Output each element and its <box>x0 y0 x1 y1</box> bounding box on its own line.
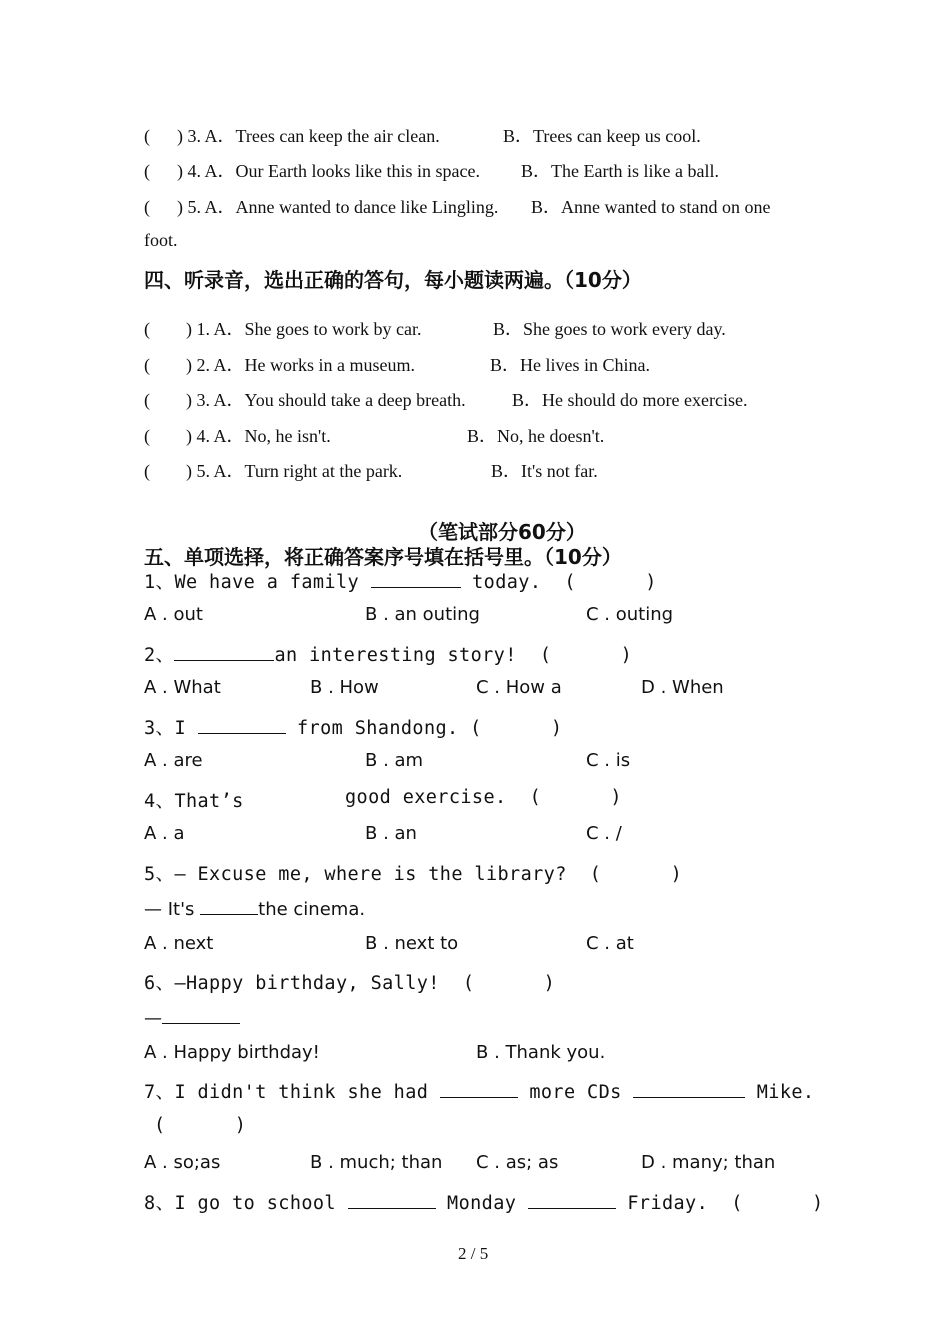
p4-item-3-a: ( ) 3. A．You should take a deep breath. <box>144 390 466 410</box>
q5-reply <box>144 897 365 920</box>
p4-item-5-a: ( ) 5. A．Turn right at the park. <box>144 461 403 481</box>
q2-stem-pre: 2、 <box>144 645 175 666</box>
q6-reply-dash: — <box>144 1008 162 1029</box>
q6-option-a: A . Happy birthday! <box>144 1042 320 1063</box>
part4-heading: 四、听录音，选出正确的答句，每小题读两遍。（10分） <box>144 268 642 292</box>
q5-answer-blank[interactable] <box>200 897 258 915</box>
q4-option-a: A . a <box>144 823 185 844</box>
q2-option-a: A . What <box>144 677 221 698</box>
q7-stem-post: Mike. <box>745 1082 815 1103</box>
p3-q5-cont: foot. <box>144 230 178 250</box>
p4-item-4-a: ( ) 4. A．No, he isn't. <box>144 426 331 446</box>
q7-option-a: A . so;as <box>144 1152 221 1173</box>
q1-option-c: C . outing <box>586 604 674 625</box>
q1-stem-post: today. ( ) <box>460 572 657 593</box>
q1-option-a: A . out <box>144 604 203 625</box>
q7-stem-mid: more CDs <box>517 1082 634 1103</box>
q8-stem-post: Friday. ( ) <box>615 1193 824 1214</box>
q7-option-c: C . as; as <box>476 1152 559 1173</box>
q5-option-a: A . next <box>144 933 214 954</box>
p4-item-1-a: ( ) 1. A．She goes to work by car. <box>144 319 422 339</box>
q7-stem <box>144 1078 814 1104</box>
q2-option-b: B . How <box>310 677 379 698</box>
q7-option-d: D . many; than <box>641 1152 776 1173</box>
q8-answer-blank-1[interactable] <box>348 1191 436 1209</box>
p4-item-3-b: B．He should do more exercise. <box>512 390 748 410</box>
q2-option-d: D . When <box>641 677 724 698</box>
p3-q4-b: B．The Earth is like a ball. <box>521 161 719 181</box>
q3-stem-post: from Shandong. ( ) <box>285 718 563 739</box>
q3-stem-pre: 3、I <box>144 718 198 739</box>
q2-stem <box>144 641 632 667</box>
q7-answer-blank-2[interactable] <box>633 1080 745 1098</box>
q6-stem: 6、—Happy birthday, Sally! ( ) <box>144 973 556 994</box>
q3-option-b: B . am <box>365 750 424 771</box>
p4-item-4-b: B．No, he doesn't. <box>467 426 605 446</box>
p3-q5-a: ( ) 5. A．Anne wanted to dance like Lingling. <box>144 197 499 217</box>
q1-option-b: B . an outing <box>365 604 480 625</box>
q4-option-b: B . an <box>365 823 417 844</box>
q8-stem-mid: Monday <box>435 1193 528 1214</box>
page-number: 2 / 5 <box>458 1244 489 1263</box>
q5-option-c: C . at <box>586 933 634 954</box>
q5-stem: 5、— Excuse me, where is the library? ( ) <box>144 864 683 885</box>
p4-item-1-b: B．She goes to work every day. <box>493 319 726 339</box>
q1-stem-pre: 1、We have a family <box>144 572 371 593</box>
written-section-title: （笔试部分60分） <box>418 520 586 544</box>
q7-paren: ( ) <box>154 1115 247 1136</box>
q4-stem-post: good exercise. ( ) <box>345 787 622 808</box>
q3-option-a: A . are <box>144 750 203 771</box>
q8-stem-pre: 8、I go to school <box>144 1193 348 1214</box>
q5-reply-post: the cinema. <box>258 899 366 920</box>
q7-answer-blank-1[interactable] <box>440 1080 518 1098</box>
q4-stem-pre: 4、That’s <box>144 791 244 812</box>
p3-q5-b: B．Anne wanted to stand on one <box>531 197 771 217</box>
q1-stem <box>144 568 657 594</box>
q2-option-c: C . How a <box>476 677 562 698</box>
q5-reply-pre: — It's <box>144 899 201 920</box>
p4-item-5-b: B．It's not far. <box>491 461 598 481</box>
q4-option-c: C . / <box>586 823 622 844</box>
q3-option-c: C . is <box>586 750 631 771</box>
p4-item-2-b: B．He lives in China. <box>490 355 650 375</box>
q2-stem-post: an interesting story! ( ) <box>274 645 633 666</box>
q7-option-b: B . much; than <box>310 1152 443 1173</box>
q6-option-b: B . Thank you. <box>476 1042 606 1063</box>
p4-item-2-a: ( ) 2. A．He works in a museum. <box>144 355 415 375</box>
q1-answer-blank[interactable] <box>371 570 461 588</box>
q7-stem-pre: 7、I didn't think she had <box>144 1082 440 1103</box>
q3-answer-blank[interactable] <box>198 716 286 734</box>
q2-answer-blank[interactable] <box>174 643 274 661</box>
q6-reply <box>144 1006 240 1029</box>
p3-q3-a: ( ) 3. A．Trees can keep the air clean. <box>144 126 440 146</box>
q6-answer-blank[interactable] <box>162 1006 240 1024</box>
q3-stem <box>144 714 562 740</box>
q8-stem <box>144 1189 824 1215</box>
p3-q3-b: B．Trees can keep us cool. <box>503 126 701 146</box>
part5-heading: 五、单项选择，将正确答案序号填在括号里。（10分） <box>144 545 622 569</box>
q8-answer-blank-2[interactable] <box>528 1191 616 1209</box>
p3-q4-a: ( ) 4. A．Our Earth looks like this in space. <box>144 161 480 181</box>
q5-option-b: B . next to <box>365 933 459 954</box>
